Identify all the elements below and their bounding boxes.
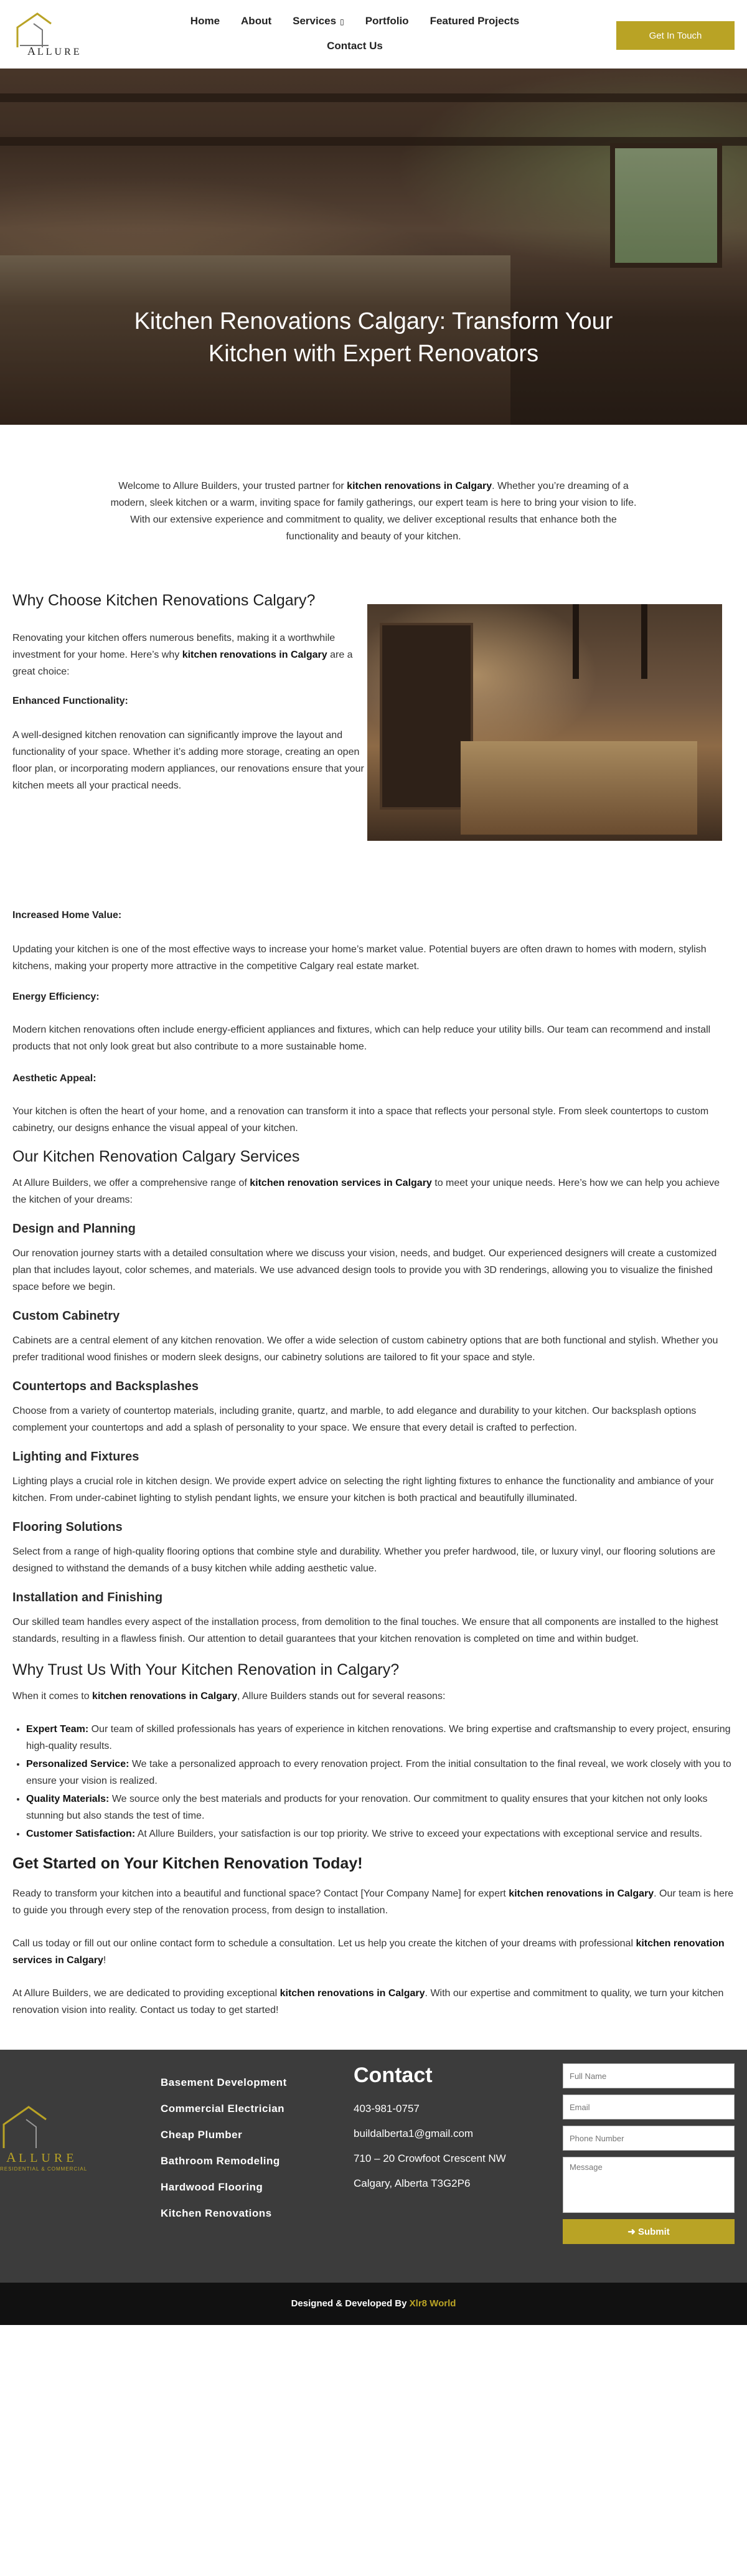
email-input[interactable] xyxy=(563,2095,735,2119)
services-lead-text: At Allure Builders, we offer a comprehensive range of xyxy=(12,1178,250,1188)
intro-paragraph xyxy=(106,478,641,545)
trust-lead-text: When it comes to xyxy=(12,1691,93,1702)
nav-portfolio[interactable]: Portfolio xyxy=(365,15,409,27)
home-value-label: Increased Home Value: xyxy=(12,910,122,921)
intro-keyword: kitchen renovations in Calgary xyxy=(347,481,492,491)
contact-heading: Contact xyxy=(354,2063,433,2087)
credit-bar xyxy=(0,2283,747,2325)
nav-about[interactable]: About xyxy=(241,15,272,27)
credit-brand-link[interactable]: Xlr8 World xyxy=(409,2298,456,2309)
intro-text: . Whether you’re dreaming of a modern, sleek kitchen or a warm, inviting space for family gatherings, our expert team is here to bring your vision to life. With our extensive experience and commitment to quality, we deliver exceptional results that enhance both the functionality and beauty of your kitchen. xyxy=(110,481,637,542)
trust-lead-keyword: kitchen renovations in Calgary xyxy=(92,1691,237,1702)
site-footer xyxy=(0,2050,747,2283)
submit-label: Submit xyxy=(637,2227,670,2237)
phone-input[interactable] xyxy=(563,2126,735,2151)
contact-form xyxy=(563,2063,735,2244)
contact-address-line1: 710 – 20 Crowfoot Crescent NW xyxy=(354,2152,506,2164)
hero-overlay xyxy=(0,69,747,425)
started-keyword: kitchen renovations in Calgary xyxy=(509,1888,654,1899)
energy-text: Modern kitchen renovations often include energy-efficient appliances and fixtures, which can help reduce your utility bills. Our team can recommend and install products that not only look great but also contribute to a more sustainable home. xyxy=(12,1025,711,1052)
why-lead-text: are a great choice: xyxy=(12,650,353,677)
why-lead-keyword: kitchen renovations in Calgary xyxy=(182,650,327,660)
kitchen-photo xyxy=(367,604,722,841)
hero-title: Kitchen Renovations Calgary: Transform Your Kitchen with Expert Renovators xyxy=(134,308,613,367)
allure-logo[interactable] xyxy=(12,9,106,59)
photo-cabinet xyxy=(380,623,473,810)
trust-item-text: We take a personalized approach to every renovation project. From the initial consultation to the final reveal, we work closely with you to ensure your vision is realized. xyxy=(26,1759,731,1786)
started-text: Ready to transform your kitchen into a beautiful and functional space? Contact [Your Company Name] for expert xyxy=(12,1888,509,1899)
trust-item-label: Customer Satisfaction: xyxy=(26,1829,136,1839)
why-lead-text: Renovating your kitchen offers numerous benefits, making it a worthwhile investment for your home. Here’s why xyxy=(12,633,336,660)
chevron-down-icon: ▯ xyxy=(340,17,344,26)
footer-link[interactable]: Cheap Plumber xyxy=(161,2129,243,2141)
service-text: Select from a range of high-quality flooring options that combine style and durability. Whether you prefer hardwood, tile, or luxury vinyl, our flooring solutions are designed to withstand the demands of a busy kitchen while adding aesthetic value. xyxy=(12,1546,716,1574)
list-item xyxy=(26,1825,735,1842)
get-started-section xyxy=(12,1855,735,2050)
footer-house-logo-icon xyxy=(0,2100,125,2174)
why-lead xyxy=(12,630,367,680)
house-logo-icon xyxy=(12,9,106,59)
aesthetic-label: Aesthetic Appeal: xyxy=(12,1073,96,1084)
photo-pendant xyxy=(573,604,579,679)
svg-text:A: A xyxy=(6,2149,18,2165)
intro-text: Welcome to Allure Builders, your trusted partner for xyxy=(118,481,347,491)
service-text: Choose from a variety of countertop materials, including granite, quartz, and marble, to add elegance and durability to your kitchen. Our backsplash options complement your countertops and add a splash of personality to your space. We ensure that every detail is crafted to perfection. xyxy=(12,1406,697,1433)
trust-item-text: We source only the best materials and products for your renovation. Our commitment to quality ensures that your kitchen not only looks stunning but also stands the test of time. xyxy=(26,1794,708,1821)
svg-text:A: A xyxy=(27,45,37,57)
service-title: Lighting and Fixtures xyxy=(12,1450,139,1464)
get-in-touch-button[interactable]: Get In Touch xyxy=(616,21,735,50)
photo-pendant xyxy=(641,604,647,679)
started-text: . Our team is here to guide you through every step of the renovation process, from design to installation. xyxy=(12,1888,734,1916)
services-heading: Our Kitchen Renovation Calgary Services xyxy=(12,1148,300,1165)
service-title: Flooring Solutions xyxy=(12,1520,123,1534)
footer-link[interactable]: Basement Development xyxy=(161,2076,287,2088)
service-text: Lighting plays a crucial role in kitchen design. We provide expert advice on selecting the right lighting fixtures to enhance the functionality and ambiance of your kitchen. From under-cabinet lighting to stylish pendant lights, we ensure your kitchen is both practical and beautifully illuminated. xyxy=(12,1476,714,1503)
started-keyword: kitchen renovation services in Calgary xyxy=(12,1938,725,1966)
service-text: Our renovation journey starts with a detailed consultation where we discuss your vision, needs, and budget. Our experienced designers will create a customized plan that includes layout, color schemes, and materials. We use advanced design tools to provide you with 3D renderings, allowing you to visualize the finished space before we begin. xyxy=(12,1248,717,1292)
started-keyword: kitchen renovations in Calgary xyxy=(280,1988,425,1999)
intro-section xyxy=(0,425,747,592)
trust-section xyxy=(12,1661,735,1842)
footer-logo[interactable] xyxy=(0,2100,125,2174)
svg-text:LLURE: LLURE xyxy=(19,2151,78,2165)
hero-banner xyxy=(0,69,747,425)
nav-services-label: Services xyxy=(293,15,337,27)
get-started-paragraph xyxy=(12,1935,735,1969)
service-text: Our skilled team handles every aspect of the installation process, from demolition to the final touches. We ensure that all components are installed to the highest standards, resulting in a flawless finish. Our attention to detail guarantees that your kitchen renovation is completed on time and within budget. xyxy=(12,1617,718,1644)
list-item xyxy=(26,1721,735,1754)
contact-phone[interactable]: 403-981-0757 xyxy=(354,2103,420,2114)
credit-text: Designed & Developed By xyxy=(291,2298,410,2309)
why-heading: Why Choose Kitchen Renovations Calgary? xyxy=(12,592,316,609)
service-title: Custom Cabinetry xyxy=(12,1309,120,1323)
trust-item-text: At Allure Builders, your satisfaction is our top priority. We strive to exceed your expectations with exceptional service and results. xyxy=(135,1829,703,1839)
trust-lead-text: , Allure Builders stands out for several reasons: xyxy=(237,1691,446,1702)
trust-heading: Why Trust Us With Your Kitchen Renovation in Calgary? xyxy=(12,1661,400,1679)
svg-text:RESIDENTIAL & COMMERCIAL: RESIDENTIAL & COMMERCIAL xyxy=(0,2166,88,2172)
trust-lead xyxy=(12,1688,735,1705)
main-nav xyxy=(174,9,535,59)
service-title: Design and Planning xyxy=(12,1222,136,1236)
services-section xyxy=(12,1148,735,1647)
trust-list xyxy=(26,1721,735,1842)
trust-item-label: Expert Team: xyxy=(26,1724,89,1735)
site-header xyxy=(0,0,747,69)
contact-address-line2: Calgary, Alberta T3G2P6 xyxy=(354,2177,471,2189)
get-started-paragraph xyxy=(12,1985,735,2019)
submit-button[interactable] xyxy=(563,2219,735,2244)
why-choose-section xyxy=(12,592,735,889)
functionality-text: A well-designed kitchen renovation can significantly improve the layout and functionality of your space. Whether it’s adding more storage, creating an open floor plan, or incorporating modern appliances, our renovations ensure that your kitchen meets all your practical needs. xyxy=(12,730,364,791)
energy-label: Energy Efficiency: xyxy=(12,992,100,1002)
contact-email[interactable]: buildalberta1@gmail.com xyxy=(354,2128,474,2139)
started-text: Call us today or fill out our online contact form to schedule a consultation. Let us help you create the kitchen of your dreams with professional xyxy=(12,1938,636,1949)
services-lead-text: to meet your unique needs. Here’s how we can help you achieve the kitchen of your dreams: xyxy=(12,1178,720,1205)
started-text: . With our expertise and commitment to quality, we turn your kitchen renovation vision into reality. Contact us today to get started! xyxy=(12,1988,724,2015)
services-lead xyxy=(12,1175,735,1208)
nav-featured-projects[interactable]: Featured Projects xyxy=(430,15,520,27)
footer-link[interactable]: Commercial Electrician xyxy=(161,2103,285,2114)
service-title: Countertops and Backsplashes xyxy=(12,1380,199,1393)
trust-item-label: Quality Materials: xyxy=(26,1794,110,1804)
list-item xyxy=(26,1756,735,1789)
aesthetic-text: Your kitchen is often the heart of your home, and a renovation can transform it into a space that reflects your personal style. From sleek countertops to custom cabinetry, our designs enhance the visual appeal of your kitchen. xyxy=(12,1106,709,1134)
footer-contact xyxy=(354,2063,506,2196)
service-title: Installation and Finishing xyxy=(12,1591,163,1604)
svg-text:LLURE: LLURE xyxy=(37,47,82,57)
started-text: At Allure Builders, we are dedicated to providing exceptional xyxy=(12,1988,280,1999)
photo-counter xyxy=(461,741,697,835)
get-started-heading: Get Started on Your Kitchen Renovation Today! xyxy=(12,1855,363,1872)
started-text: ! xyxy=(103,1955,106,1966)
arrow-right-icon: ➜ xyxy=(627,2227,638,2237)
nav-home[interactable]: Home xyxy=(190,15,220,27)
footer-link[interactable]: Kitchen Renovations xyxy=(161,2207,272,2219)
main-content xyxy=(0,592,747,2050)
full-name-input[interactable] xyxy=(563,2063,735,2088)
footer-link[interactable]: Hardwood Flooring xyxy=(161,2181,263,2193)
trust-item-label: Personalized Service: xyxy=(26,1759,129,1769)
footer-links xyxy=(161,2070,287,2227)
services-lead-keyword: kitchen renovation services in Calgary xyxy=(250,1178,432,1188)
service-text: Cabinets are a central element of any kitchen renovation. We offer a wide selection of custom cabinetry options that are both functional and stylish. Whether you prefer traditional wood finishes or modern sleek designs, our cabinetry solutions are tailored to fit your space and style. xyxy=(12,1335,718,1363)
nav-services[interactable] xyxy=(293,15,344,27)
list-item xyxy=(26,1791,735,1824)
nav-contact-us[interactable]: Contact Us xyxy=(327,40,383,52)
get-started-paragraph xyxy=(12,1885,735,1919)
footer-link[interactable]: Bathroom Remodeling xyxy=(161,2155,280,2167)
home-value-text: Updating your kitchen is one of the most effective ways to increase your home’s market value. Potential buyers are often drawn to homes with modern, stylish kitchens, making your property more attractive in the competitive Calgary real estate market. xyxy=(12,944,707,972)
functionality-label: Enhanced Functionality: xyxy=(12,696,128,706)
trust-item-text: Our team of skilled professionals has years of experience in kitchen renovations. We bring expertise and craftsmanship to every project, ensuring high-quality results. xyxy=(26,1724,731,1751)
message-input[interactable] xyxy=(563,2157,735,2213)
